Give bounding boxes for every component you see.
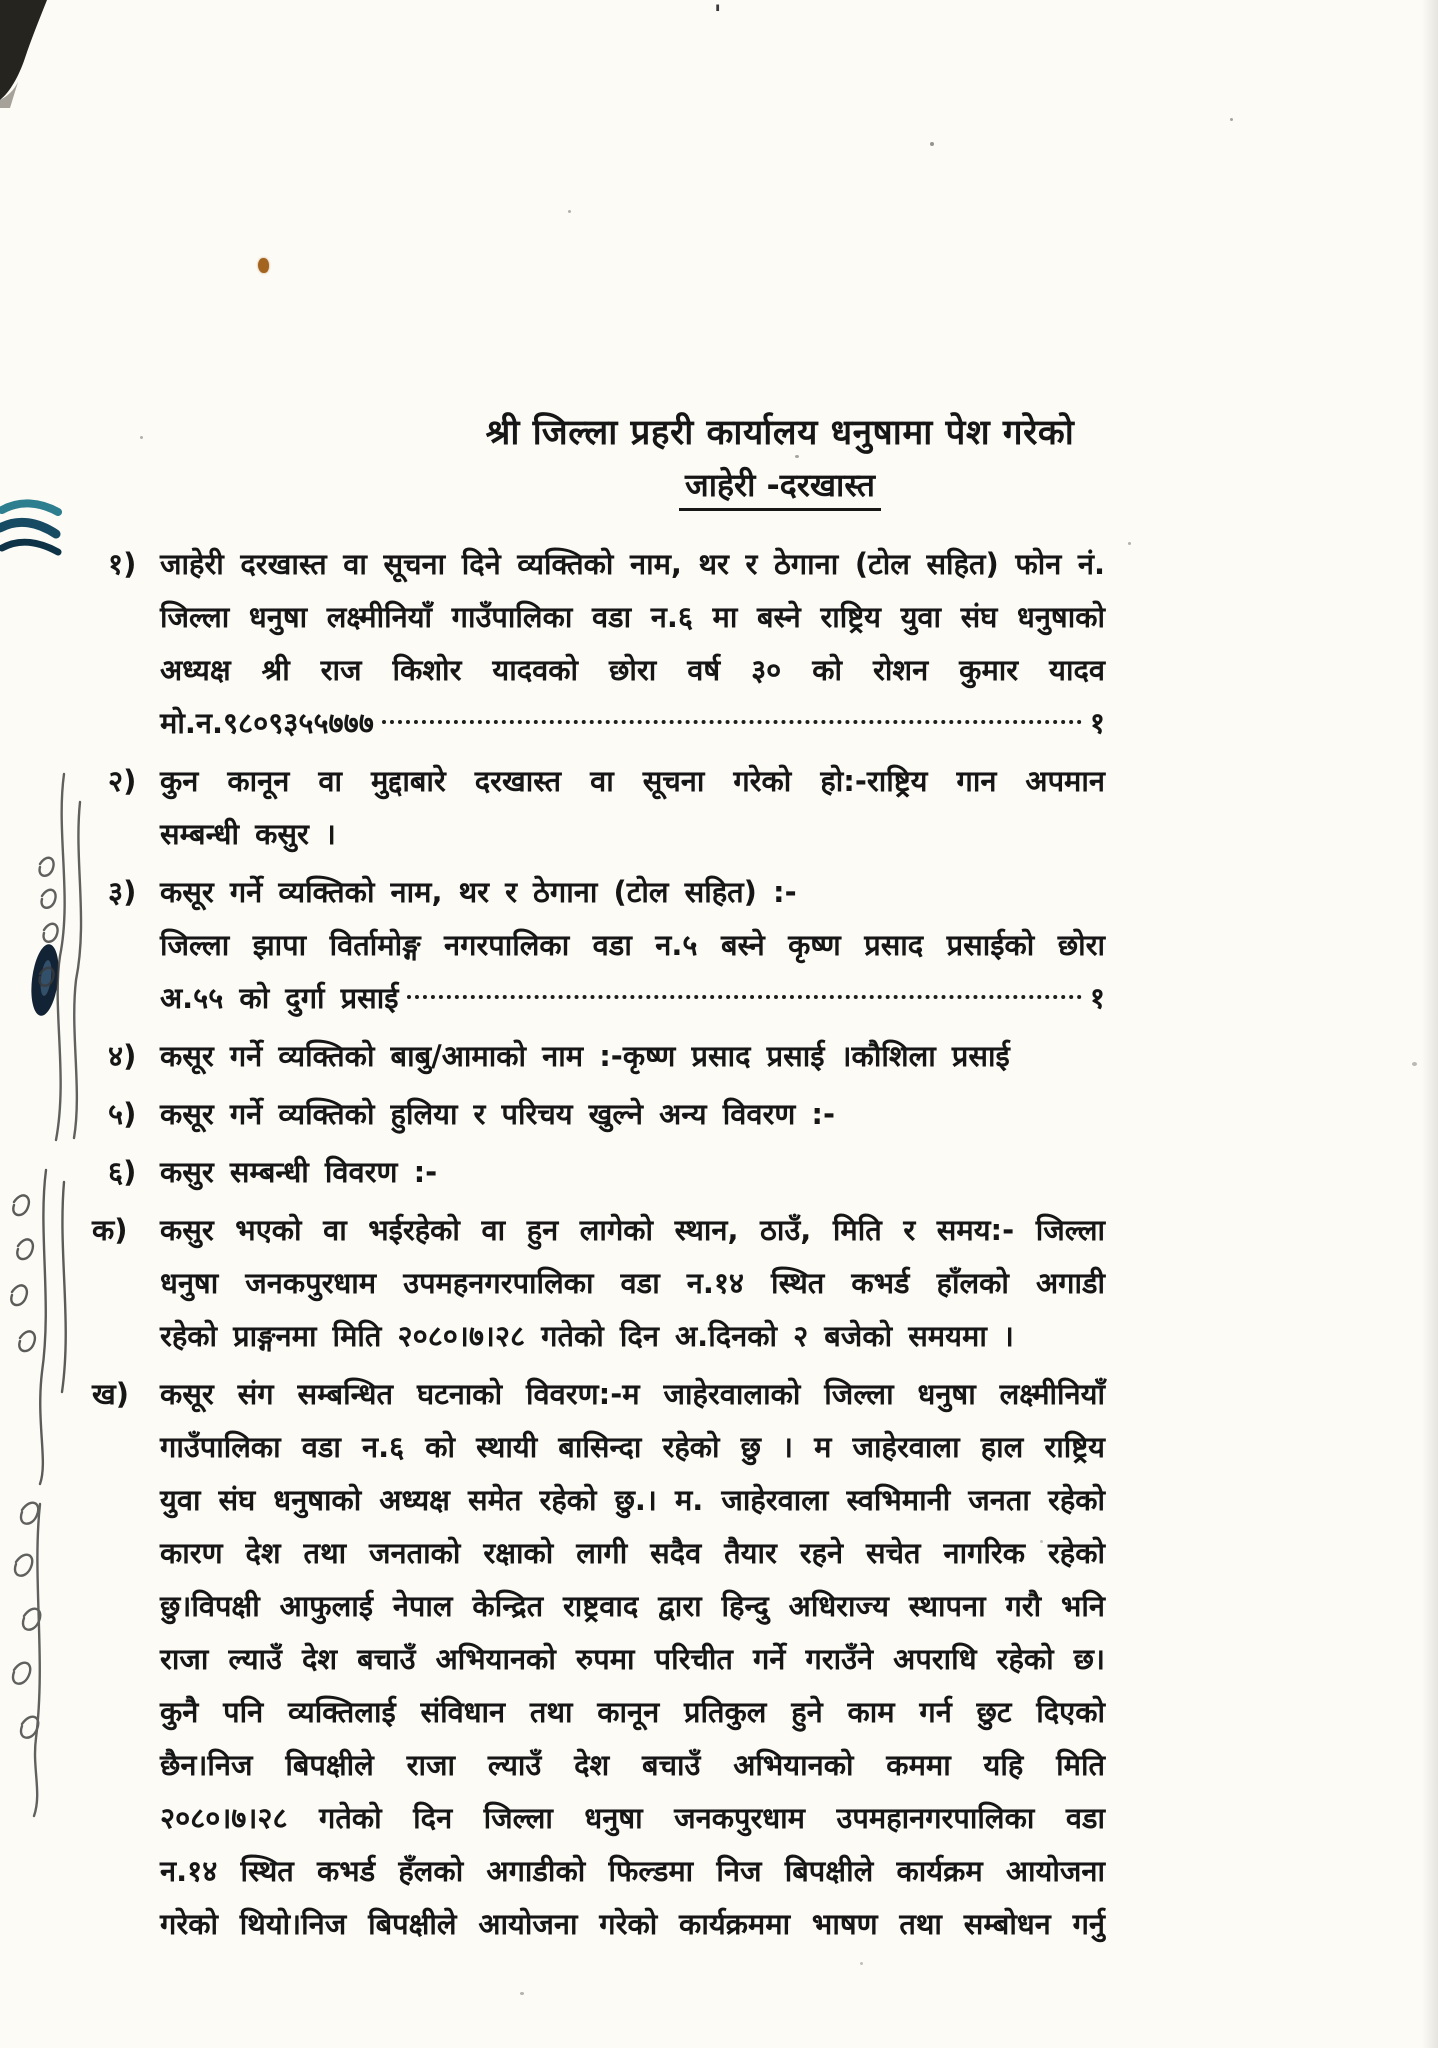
doc-line: [160, 972, 1105, 1025]
list-item-2: [108, 755, 1105, 861]
ink-speck: [520, 1992, 524, 1995]
page-title: श्री जिल्ला प्रहरी कार्यालय धनुषामा पेश गरेको: [485, 413, 1075, 453]
doc-line: कसूर गर्ने व्यक्तिको हुलिया र परिचय खुल्ने अन्य विवरण :-: [160, 1097, 836, 1131]
ink-speck: [568, 210, 571, 213]
page-subtitle: जाहेरी -दरखास्त: [679, 463, 881, 511]
item-number: ३): [108, 875, 137, 909]
doc-line: युवा संघ धनुषाको अध्यक्ष समेत रहेको छु.। म. जाहेरवाला स्वभिमानी जनता रहेको: [160, 1483, 1105, 1517]
doc-line: न.१४ स्थित कभर्ड हँलको अगाडीको फिल्डमा निज बिपक्षीले कार्यक्रम आयोजना: [160, 1854, 1105, 1888]
doc-line: धनुषा जनकपुरधाम उपमहनगरपालिका वडा न.१४ स्थित कभर्ड हाँलको अगाडी: [160, 1266, 1105, 1300]
item-number: १): [108, 547, 137, 581]
doc-line: कसूर गर्ने व्यक्तिको नाम, थर र ठेगाना (टोल सहित) :-: [160, 875, 797, 909]
item-number: ४): [108, 1039, 137, 1073]
document-body: [92, 538, 1105, 1956]
doc-line: जिल्ला धनुषा लक्ष्मीनियाँ गाउँपालिका वडा न.६ मा बस्ने राष्ट्रिय युवा संघ धनुषाको: [160, 600, 1105, 634]
list-item-5: [108, 1088, 1105, 1141]
doc-line: कसुर सम्बन्धी विवरण :-: [160, 1155, 438, 1189]
ink-speck: [930, 142, 934, 146]
doc-line: गरेको थियो।निज बिपक्षीले आयोजना गरेको कार्यक्रममा भाषण तथा सम्बोधन गर्नु: [160, 1907, 1105, 1941]
leader-end: १: [1089, 706, 1105, 740]
doc-line: छु।विपक्षी आफुलाई नेपाल केन्द्रित राष्ट्रवाद द्वारा हिन्दु अधिराज्य स्थापना गरौ भनि: [160, 1589, 1105, 1623]
ink-speck: [1230, 118, 1233, 121]
leader-end: १: [1089, 981, 1105, 1015]
margin-handwriting-lower: [2, 1498, 62, 1838]
leader-text: अ.५५ को दुर्गा प्रसाई: [160, 981, 399, 1015]
doc-line: अध्यक्ष श्री राज किशोर यादवको छोरा वर्ष ३० को रोशन कुमार यादव: [160, 653, 1105, 687]
doc-line: रहेको प्राङ्गनमा मिति २०८०।७।२८ गतेको दिन अ.दिनको २ बजेको समयमा ।: [160, 1319, 1014, 1353]
list-item-kha: [92, 1368, 1105, 1951]
doc-line: २०८०।७।२८ गतेको दिन जिल्ला धनुषा जनकपुरधाम उपमहानगरपालिका वडा: [160, 1801, 1105, 1835]
list-item-3: [108, 866, 1105, 1025]
list-item-4: [108, 1030, 1105, 1083]
ink-speck: [140, 436, 143, 439]
binding-thread: [0, 492, 62, 572]
ink-speck: [1128, 542, 1131, 545]
scan-edge-shadow: [1422, 0, 1438, 2048]
doc-line: कसूर संग सम्बन्धित घटनाको विवरण:-म जाहेरवालाको जिल्ला धनुषा लक्ष्मीनियाँ: [160, 1377, 1105, 1411]
item-number: ६): [108, 1155, 137, 1189]
item-number: ५): [108, 1097, 137, 1131]
doc-line: गाउँपालिका वडा न.६ को स्थायी बासिन्दा रहेको छु । म जाहेरवाला हाल राष्ट्रिय: [160, 1430, 1105, 1464]
dotted-leader: [382, 720, 1082, 724]
doc-line: [160, 697, 1105, 750]
paper-stain: [258, 258, 269, 273]
doc-line: सम्बन्धी कसुर ।: [160, 817, 336, 851]
ink-speck: [860, 1962, 863, 1965]
subtitle-row: [300, 455, 1260, 511]
doc-line: कारण देश तथा जनताको रक्षाको लागी सदैव तैयार रहने सचेत नागरिक रहेको: [160, 1536, 1105, 1570]
list-item-ka: [92, 1204, 1105, 1363]
ink-speck: [1412, 1062, 1417, 1066]
item-number: २): [108, 764, 137, 798]
list-item-1: [108, 538, 1105, 750]
doc-line: जिल्ला झापा विर्तामोङ्ग नगरपालिका वडा न.५ बस्ने कृष्ण प्रसाद प्रसाईको छोरा: [160, 928, 1105, 962]
document-header: [300, 408, 1260, 511]
margin-handwriting-middle: [2, 1162, 92, 1492]
item-number: क): [92, 1213, 128, 1247]
doc-line: छैन।निज बिपक्षीले राजा ल्याउँ देश बचाउँ अभियानको कममा यहि मिति: [160, 1748, 1105, 1782]
doc-line: कसूर गर्ने व्यक्तिको बाबु/आमाको नाम :-कृष्ण प्रसाद प्रसाई ।कौशिला प्रसाई: [160, 1039, 1010, 1073]
dotted-leader: [407, 995, 1082, 999]
list-item-6: [108, 1146, 1105, 1199]
ink-speck: ': [714, 0, 722, 28]
item-number: ख): [92, 1377, 129, 1411]
margin-handwriting-upper: [30, 768, 100, 1148]
scan-corner-mark: [0, 0, 70, 110]
doc-line: कुनै पनि व्यक्तिलाई संविधान तथा कानून प्रतिकुल हुने काम गर्न छुट दिएको: [160, 1695, 1105, 1729]
doc-line: कुन कानून वा मुद्दाबारे दरखास्त वा सूचना गरेको हो:-राष्ट्रिय गान अपमान: [160, 764, 1105, 798]
doc-line: जाहेरी दरखास्त वा सूचना दिने व्यक्तिको नाम, थर र ठेगाना (टोल सहित) फोन नं.: [160, 547, 1105, 581]
doc-line: राजा ल्याउँ देश बचाउँ अभियानको रुपमा परिचीत गर्ने गराउँने अपराधि रहेको छ।: [160, 1642, 1105, 1676]
doc-line: कसुर भएको वा भईरहेको वा हुन लागेको स्थान, ठाउँ, मिति र समय:- जिल्ला: [160, 1213, 1105, 1247]
leader-text: मो.न.९८०९३५५७७७: [160, 706, 374, 740]
